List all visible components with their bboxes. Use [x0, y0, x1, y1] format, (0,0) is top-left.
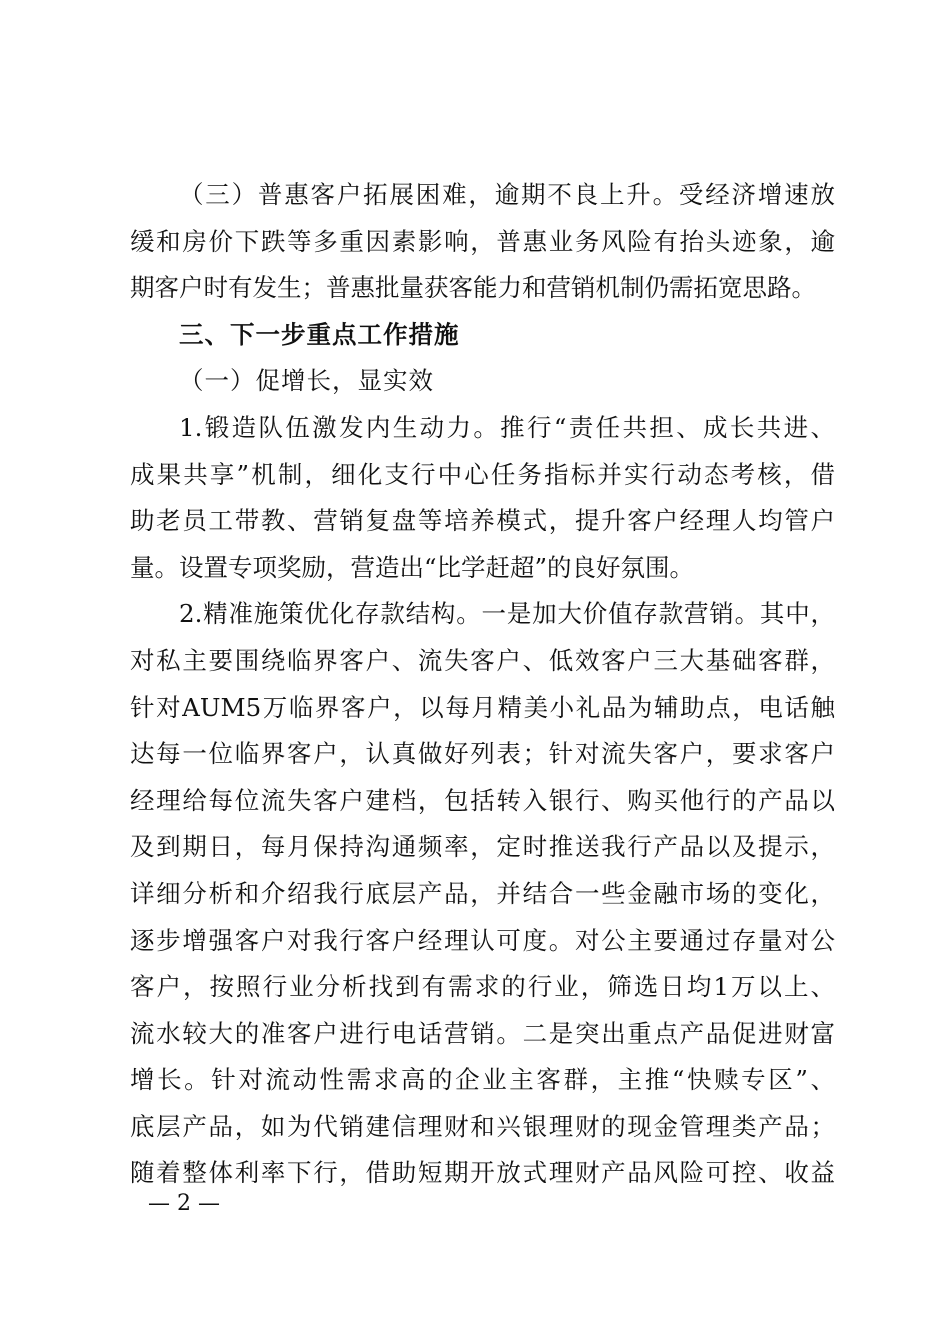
text-line: 助老员工带教、营销复盘等培养模式，提升客户经理人均管户 — [130, 506, 835, 536]
text-line: 1.锻造队伍激发内生动力。推行“责任共担、成长共进、 — [179, 412, 835, 442]
text-line: 底层产品，如为代销建信理财和兴银理财的现金管理类产品； — [130, 1111, 835, 1141]
text-line: 逐步增强客户对我行客户经理认可度。对公主要通过存量对公 — [130, 925, 835, 955]
text-line: 达每一位临界客户，认真做好列表；针对流失客户，要求客户 — [130, 739, 835, 769]
text-line: 随着整体利率下行，借助短期开放式理财产品风险可控、收益 — [130, 1158, 835, 1188]
text-line: 流水较大的准客户进行电话营销。二是突出重点产品促进财富 — [130, 1018, 835, 1048]
paragraph-issue-3 — [130, 172, 835, 312]
text-line: 对私主要围绕临界客户、流失客户、低效客户三大基础客群， — [130, 645, 835, 675]
page-number: — 2 — — [148, 1191, 220, 1216]
text-line: 经理给每位流失客户建档，包括转入银行、购买他行的产品以 — [130, 785, 835, 815]
subsection-heading: （一）促增长，显实效 — [179, 366, 434, 396]
text-line: 量。设置专项奖励，营造出“比学赶超”的良好氛围。 — [130, 552, 695, 582]
text-line: 2.精准施策优化存款结构。一是加大价值存款营销。其中， — [179, 599, 835, 629]
section-heading: 三、下一步重点工作措施 — [179, 319, 460, 349]
text-line: 缓和房价下跌等多重因素影响，普惠业务风险有抬头迹象，逾 — [130, 226, 835, 256]
text-line: 客户，按照行业分析找到有需求的行业，筛选日均1万以上、 — [130, 972, 835, 1002]
paragraph-item-1 — [130, 405, 835, 591]
text-line: （三）普惠客户拓展困难，逾期不良上升。受经济增速放 — [179, 180, 835, 209]
text-line: 详细分析和介绍我行底层产品，并结合一些金融市场的变化， — [130, 878, 835, 908]
text-line: 针对AUM5万临界客户，以每月精美小礼品为辅助点，电话触 — [130, 692, 835, 722]
text-line: 增长。针对流动性需求高的企业主客群，主推“快赎专区”、 — [130, 1065, 835, 1095]
text-line: 及到期日，每月保持沟通频率，定时推送我行产品以及提示， — [130, 832, 835, 862]
paragraph-item-2 — [130, 591, 835, 1197]
document-body — [130, 172, 835, 1197]
text-line: 成果共享”机制，细化支行中心任务指标并实行动态考核，借 — [130, 459, 835, 489]
text-line: 期客户时有发生；普惠批量获客能力和营销机制仍需拓宽思路。 — [130, 273, 816, 303]
